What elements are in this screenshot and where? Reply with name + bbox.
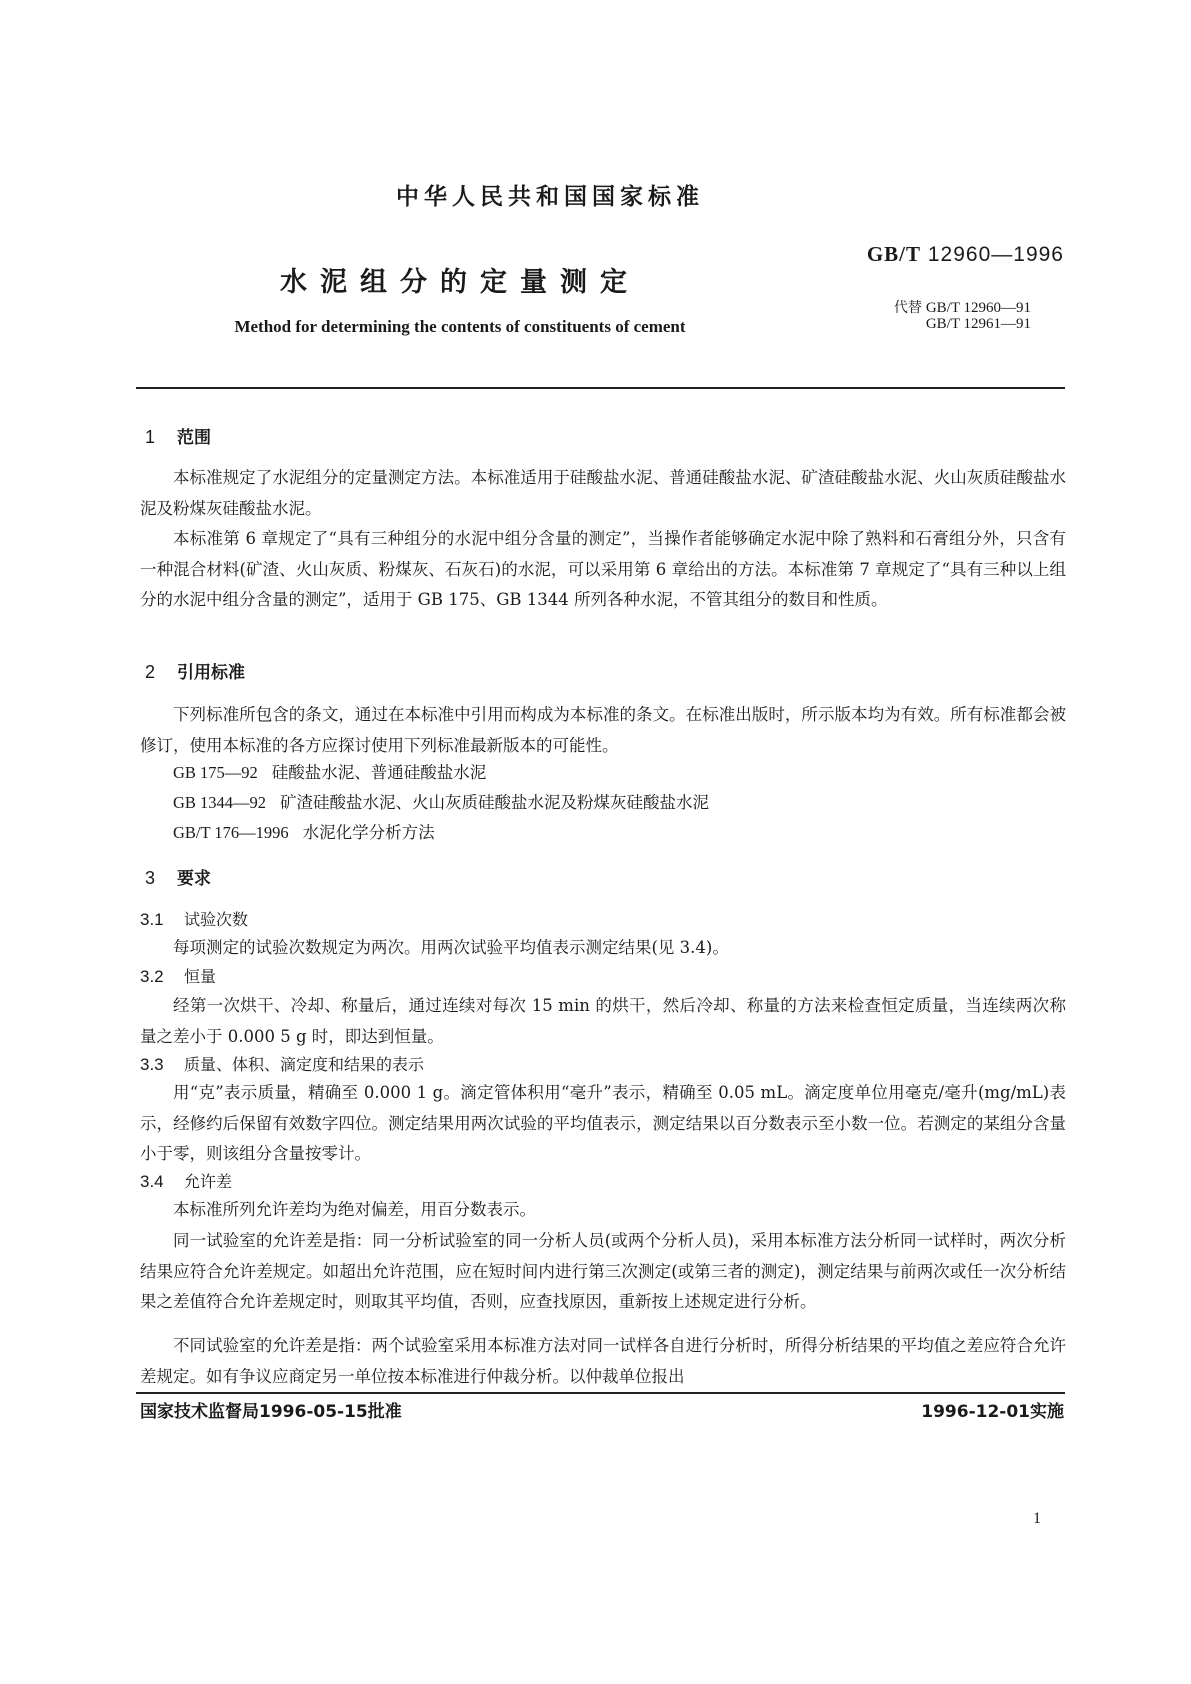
section-title: 要求 bbox=[177, 869, 211, 889]
subsection-title: 试验次数 bbox=[184, 910, 249, 929]
page-number: 1 bbox=[1033, 1510, 1041, 1527]
document-title: 水泥组分的定量测定 bbox=[280, 267, 640, 298]
subsection-3-2-heading bbox=[140, 964, 216, 987]
subsection-3-2-paragraph: 经第一次烘干、冷却、称量后，通过连续对每次 15 min 的烘干，然后冷却、称量的方法来检查恒定质量，当连续两次称量之差小于 0.000 5 g 时，即达到恒量。 bbox=[140, 996, 1066, 1046]
effective-date: 1996-12-01实施 bbox=[921, 1402, 1064, 1422]
subsection-title: 质量、体积、滴定度和结果的表示 bbox=[184, 1055, 425, 1074]
subsection-number: 3.4 bbox=[140, 1172, 164, 1191]
reference-code: GB 1344—92 bbox=[173, 793, 267, 812]
reference-name: 硅酸盐水泥、普通硅酸盐水泥 bbox=[271, 763, 487, 782]
replaces-item: GB/T 12961—91 bbox=[925, 316, 1031, 332]
section-3-heading bbox=[145, 864, 211, 889]
document-title-english: Method for determining the contents of constituents of cement bbox=[234, 317, 686, 336]
subsection-number: 3.3 bbox=[140, 1055, 164, 1074]
section-1-paragraph-1: 本标准规定了水泥组分的定量测定方法。本标准适用于硅酸盐水泥、普通硅酸盐水泥、矿渣硅酸盐水泥、火山灰质硅酸盐水泥及粉煤灰硅酸盐水泥。 bbox=[140, 468, 1066, 518]
subsection-title: 恒量 bbox=[184, 967, 217, 986]
subsection-3-1-heading bbox=[140, 907, 248, 930]
reference-item bbox=[173, 758, 486, 788]
replaces-item: GB/T 12960—91 bbox=[925, 300, 1031, 316]
section-title: 范围 bbox=[177, 428, 211, 448]
section-2-heading bbox=[145, 658, 245, 683]
section-1-paragraph-2: 本标准第 6 章规定了“具有三种组分的水泥中组分含量的测定”，当操作者能够确定水泥中除了熟料和石膏组分外，只含有一种混合材料(矿渣、火山灰质、粉煤灰、石灰石)的水泥，可以采用第 6 章给出的方法。本标准第 7 章规定了“具有三种以上组分的水泥中组分含量的测定”，适用于 GB 175、GB 1344 所列各种水泥，不管其组分的数目和性质。 bbox=[140, 529, 1066, 609]
subsection-3-3-paragraph: 用“克”表示质量，精确至 0.000 1 g。滴定管体积用“毫升”表示，精确至 0.05 mL。滴定度单位用毫克/毫升(mg/mL)表示，经修约后保留有效数字四位。测定结果用两次试验的平均值表示，测定结果以百分数表示至小数一位。若测定的某组分含量小于零，则该组分含量按零计。 bbox=[140, 1083, 1066, 1163]
footer-divider bbox=[136, 1392, 1065, 1394]
header-divider bbox=[136, 387, 1065, 389]
subsection-3-1-paragraph: 每项测定的试验次数规定为两次。用两次试验平均值表示测定结果(见 3.4)。 bbox=[173, 938, 729, 957]
subsection-title: 允许差 bbox=[184, 1172, 233, 1191]
subsection-3-4-paragraph-2: 同一试验室的允许差是指：同一分析试验室的同一分析人员(或两个分析人员)，采用本标准方法分析同一试样时，两次分析结果应符合允许差规定。如超出允许范围，应在短时间内进行第三次测定(或第三者的测定)，测定结果与前两次或任一次分析结果之差值符合允许差规定时，则取其平均值，否则，应查找原因，重新按上述规定进行分析。 bbox=[140, 1231, 1066, 1311]
section-2-paragraph-1: 下列标准所包含的条文，通过在本标准中引用而构成为本标准的条文。在标准出版时，所示版本均为有效。所有标准都会被修订，使用本标准的各方应探讨使用下列标准最新版本的可能性。 bbox=[140, 705, 1066, 755]
replaces-label: 代替 bbox=[893, 300, 922, 316]
section-number: 3 bbox=[145, 868, 156, 888]
section-title: 引用标准 bbox=[177, 663, 245, 683]
reference-code: GB/T 176—1996 bbox=[173, 823, 289, 842]
approval-date: 国家技术监督局1996-05-15批准 bbox=[140, 1402, 402, 1422]
subsection-number: 3.1 bbox=[140, 910, 164, 929]
reference-item bbox=[173, 788, 709, 818]
standard-code-number: 12960—1996 bbox=[927, 243, 1064, 266]
reference-name: 水泥化学分析方法 bbox=[302, 823, 435, 842]
subsection-3-3-heading bbox=[140, 1052, 424, 1075]
subsection-3-4-heading bbox=[140, 1169, 232, 1192]
reference-code: GB 175—92 bbox=[173, 763, 258, 782]
standard-code bbox=[867, 242, 1064, 267]
reference-item bbox=[173, 818, 435, 848]
subsection-3-4-paragraph-1: 本标准所列允许差均为绝对偏差，用百分数表示。 bbox=[173, 1200, 536, 1219]
replaces-block bbox=[894, 300, 1031, 332]
subsection-3-4-paragraph-3: 不同试验室的允许差是指：两个试验室采用本标准方法对同一试样各自进行分析时，所得分析结果的平均值之差应符合允许差规定。如有争议应商定另一单位按本标准进行仲裁分析。以仲裁单位报出 bbox=[140, 1336, 1066, 1386]
standard-code-prefix: GB/T bbox=[866, 242, 922, 266]
section-1-heading bbox=[145, 423, 211, 448]
section-number: 1 bbox=[145, 427, 156, 447]
reference-name: 矿渣硅酸盐水泥、火山灰质硅酸盐水泥及粉煤灰硅酸盐水泥 bbox=[280, 793, 710, 812]
subsection-number: 3.2 bbox=[140, 967, 164, 986]
national-standard-label: 中华人民共和国国家标准 bbox=[396, 184, 704, 210]
section-number: 2 bbox=[145, 662, 156, 682]
